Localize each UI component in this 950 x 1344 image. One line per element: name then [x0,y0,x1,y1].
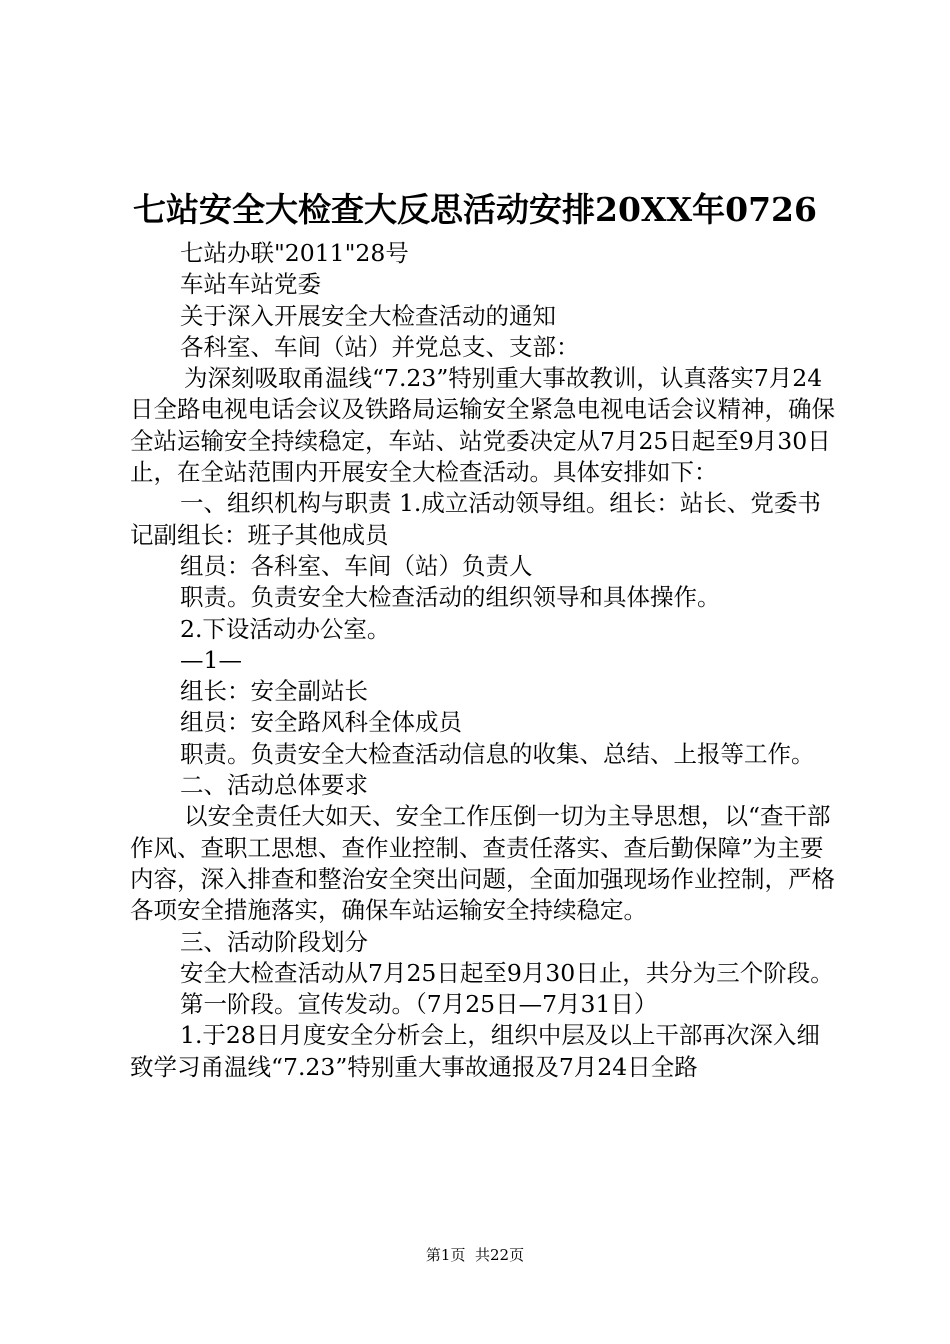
section-heading: 二、活动总体要求 [180,771,368,800]
page-number: 第1页 [425,1246,466,1264]
paragraph: 组员：各科室、车间（站）负责人 [180,551,533,580]
paragraph: 1.于28日月度安全分析会上，组织中层及以上干部再次深入细致学习甬温线“7.23”特别重大事故通报及7月24日全路 [130,1021,820,1081]
paragraph: 组长：安全副站长 [180,677,368,706]
section-heading: 三、活动阶段划分 [180,927,368,956]
section-heading: 一、组织机构与职责 1.成立活动领导组。组长：站长、党委书记副组长：班子其他成员 [130,489,821,549]
document-body [130,238,835,1083]
paragraph: 为深刻吸取甬温线“7.23”特别重大事故教训，认真落实7月24日全路电视电话会议及铁路局运输安全紧急电视电话会议精神，确保全站运输安全持续稳定，车站、站党委决定从7月25日起至9月30日止，在全站范围内开展安全大检查活动。具体安排如下： [130,364,835,487]
paragraph: 2.下设活动办公室。 [180,614,391,643]
recipients: 各科室、车间（站）并党总支、支部： [180,332,580,361]
paragraph: 职责。负责安全大检查活动信息的收集、总结、上报等工作。 [180,739,815,768]
page-total: 共22页 [475,1246,525,1264]
page-footer [0,1245,950,1265]
doc-number: 七站办联"2011"28号 [180,239,409,267]
paragraph: 安全大检查活动从7月25日起至9月30日止，共分为三个阶段。 [180,958,834,987]
paragraph: 第一阶段。宣传发动。（7月25日—7月31日） [180,990,658,1019]
paragraph: 以安全责任大如天、安全工作压倒一切为主导思想，以“查干部作风、查职工思想、查作业控制、查责任落实、查后勤保障”为主要内容，深入排查和整治安全突出问题，全面加强现场作业控制，严格各项安全措施落实，确保车站运输安全持续稳定。 [130,802,835,925]
paragraph: 职责。负责安全大检查活动的组织领导和具体操作。 [180,583,721,612]
paragraph: 组员：安全路风科全体成员 [180,708,462,737]
notice-title: 关于深入开展安全大检查活动的通知 [180,301,556,330]
issuer: 车站车站党委 [180,270,321,299]
document-title: 七站安全大检查大反思活动安排20XX年0726 [133,190,817,229]
inline-page-number: —1— [180,645,242,674]
